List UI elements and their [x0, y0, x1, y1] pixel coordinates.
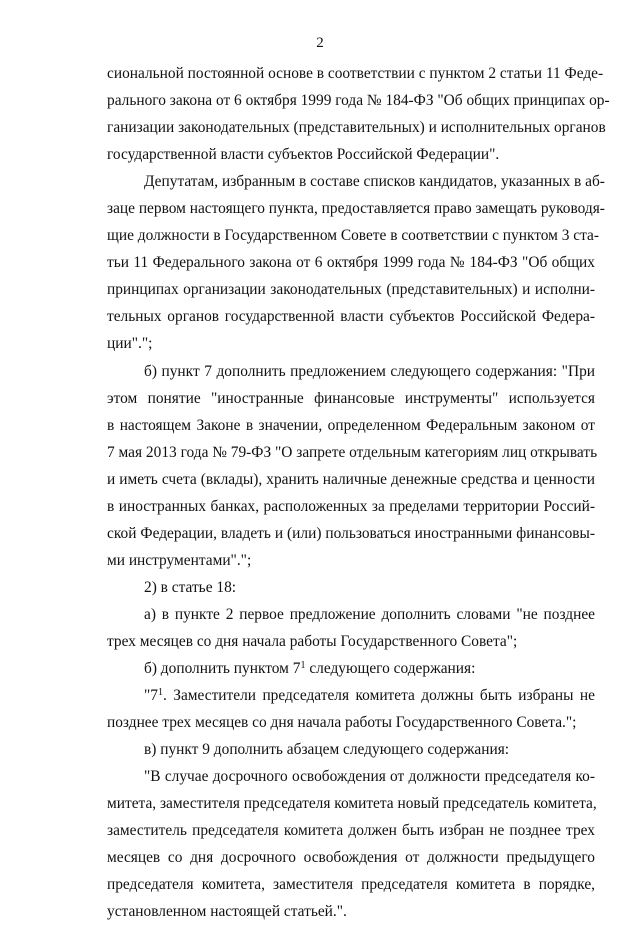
- text-line: [107, 682, 595, 709]
- text-line: позднее трех месяцев со дня начала работы Государственного Совета.";: [107, 714, 577, 732]
- text-line: принципах организации законодательных (представительных) и исполни-: [107, 281, 595, 299]
- text-line: и иметь счета (вклады), хранить наличные денежные средства и ценности: [107, 470, 595, 488]
- text-line: председателя комитета, заместителя председателя комитета в порядке,: [107, 876, 595, 894]
- text-line: ми инструментами".";: [107, 551, 252, 569]
- superscript: 1: [300, 660, 306, 672]
- text-line: установленном настоящей статьей.".: [107, 903, 347, 921]
- superscript: 1: [157, 687, 163, 699]
- text-line: трех месяцев со дня начала работы Государственного Совета";: [107, 632, 518, 650]
- text-line: 7 мая 2013 года № 79-ФЗ "О запрете отдельным категориям лиц открывать: [107, 443, 598, 461]
- text-line: сиональной постоянной основе в соответствии с пунктом 2 статьи 11 Феде-: [107, 65, 604, 82]
- text-line: тьи 11 Федерального закона от 6 октября 1999 года № 184-ФЗ "Об общих: [107, 254, 595, 272]
- text-line: а) в пункте 2 первое предложение дополнить словами "не позднее: [144, 605, 595, 623]
- text-line: заместитель председателя комитета должен быть избран не позднее трех: [107, 822, 595, 840]
- text-line: государственной власти субъектов Российской Федерации".: [107, 146, 500, 164]
- text-line: щие должности в Государственном Совете в соответствии с пунктом 3 ста-: [107, 227, 600, 245]
- text-line: ции".";: [107, 335, 153, 353]
- text-segment: . Заместители председателя комитета должны быть избраны не: [162, 687, 595, 705]
- text-line: в) пункт 9 дополнить абзацем следующего содержания:: [144, 741, 510, 759]
- text-line: ганизации законодательных (представительных) и исполнительных органов: [107, 119, 606, 137]
- text-line: тельных органов государственной власти субъектов Российской Федера-: [107, 308, 595, 326]
- text-line: ской Федерации, владеть и (или) пользоваться иностранными финансовы-: [107, 524, 595, 542]
- text-line: заце первом настоящего пункта, предоставляется право замещать руководя-: [107, 200, 605, 218]
- text-line: б) пункт 7 дополнить предложением следующего содержания: "При: [144, 362, 595, 380]
- text-line: в иностранных банках, расположенных за пределами территории Россий-: [107, 497, 595, 515]
- text-segment: следующего содержания:: [305, 660, 476, 678]
- text-line: митета, заместителя председателя комитета новый председатель комитета,: [107, 795, 597, 813]
- text-line: в настоящем Законе в значении, определенном Федеральным законом от: [107, 416, 595, 434]
- text-line: рального закона от 6 октября 1999 года № 184-ФЗ "Об общих принципах ор-: [107, 92, 610, 110]
- text-line: "В случае досрочного освобождения от должности председателя ко-: [144, 768, 595, 786]
- text-line: месяцев со дня досрочного освобождения от должности предыдущего: [107, 849, 595, 867]
- document-body: [107, 60, 610, 926]
- text-segment: б) дополнить пунктом 7: [144, 660, 301, 678]
- text-segment: "7: [144, 687, 158, 705]
- text-line: Депутатам, избранным в составе списков кандидатов, указанных в аб-: [144, 173, 605, 191]
- text-line: 2) в статье 18:: [144, 578, 237, 596]
- page-number: 2: [316, 35, 324, 51]
- text-line: этом понятие "иностранные финансовые инструменты" используется: [107, 389, 595, 407]
- text-line: [107, 655, 595, 682]
